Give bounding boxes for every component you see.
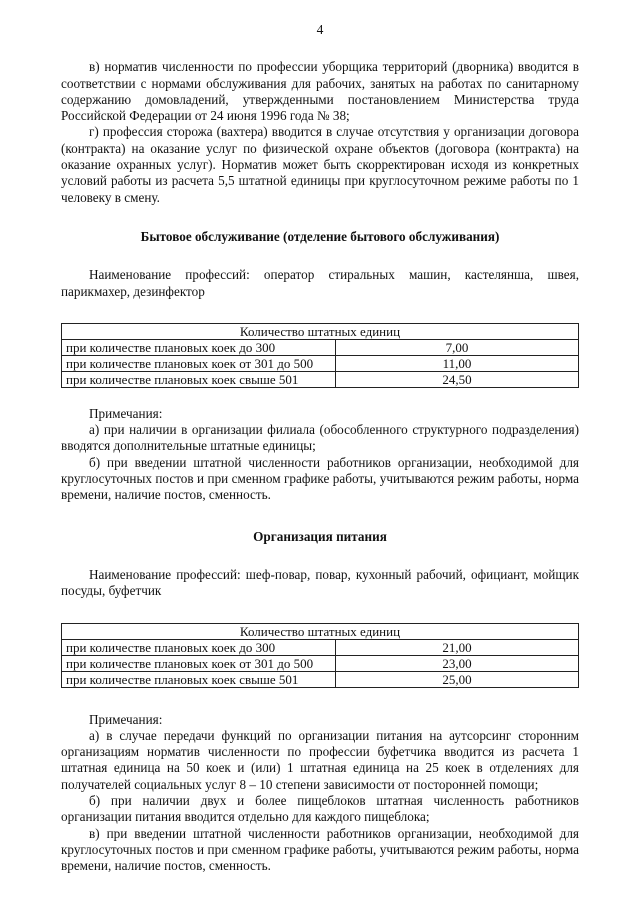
paragraph-item-g: г) профессия сторожа (вахтера) вводится в случае отсутствия у организации договора (контракта) на оказание услуг по физической охране объектов (договора (контракта) на оказание охранных услуг). Норматив может быть скорректирован исходя из конкретных условий работы из расчета 5,5 штатной единицы при круглосуточном режиме работы по 1 человеку в смену. <box>61 124 579 205</box>
table-row <box>62 371 579 387</box>
table-header-row <box>62 623 579 639</box>
row-value: 24,50 <box>336 371 579 387</box>
row-value: 21,00 <box>336 639 579 655</box>
row-label: при количестве плановых коек до 300 <box>62 639 336 655</box>
table-row <box>62 339 579 355</box>
table-row <box>62 671 579 687</box>
page-number: 4 <box>316 22 324 37</box>
row-label: при количестве плановых коек свыше 501 <box>62 371 336 387</box>
note-a-household: а) при наличии в организации филиала (обособленного структурного подразделения) вводятся дополнительные штатные единицы; <box>61 422 579 454</box>
row-label: при количестве плановых коек от 301 до 500 <box>62 655 336 671</box>
row-value: 23,00 <box>336 655 579 671</box>
row-label: при количестве плановых коек от 301 до 500 <box>62 355 336 371</box>
row-value: 25,00 <box>336 671 579 687</box>
table-header: Количество штатных единиц <box>62 323 579 339</box>
note-b-catering: б) при наличии двух и более пищеблоков штатная численность работников организации питания вводится отдельно для каждого пищеблока; <box>61 793 579 825</box>
section-heading-household: Бытовое обслуживание (отделение бытового обслуживания) <box>140 228 500 244</box>
notes-title-catering: Примечания: <box>89 711 163 727</box>
note-a-catering: а) в случае передачи функций по организации питания на аутсорсинг сторонним организациям норматив численности по профессии буфетчика вводится из расчета 1 штатная единица на 50 коек и (или) 1 штатная единица на 25 коек в отделениях для получателей социальных услуг 8 – 10 степени зависимости от посторонней помощи; <box>61 727 579 792</box>
paragraph-item-v: в) норматив численности по профессии уборщика территорий (дворника) вводится в соответствии с нормами обслуживания для рабочих, занятых на работах по санитарному содержанию домовладений, утвержденными постановлением Министерства труда Российской Федерации от 24 июня 1996 года № 38; <box>61 59 579 124</box>
row-label: при количестве плановых коек до 300 <box>62 339 336 355</box>
staff-table-household <box>61 323 579 388</box>
section-heading-catering: Организация питания <box>253 528 387 544</box>
table-row <box>62 355 579 371</box>
table-row <box>62 655 579 671</box>
notes-title-household: Примечания: <box>89 405 163 421</box>
note-v-catering: в) при введении штатной численности работников организации, необходимой для круглосуточных постов и при сменном графике работы, учитываются режим работы, норма времени, наличие постов, сменность. <box>61 825 579 874</box>
note-b-household: б) при введении штатной численности работников организации, необходимой для круглосуточных постов и при сменном графике работы, учитываются режим работы, норма времени, наличие постов, сменность. <box>61 454 579 503</box>
table-header: Количество штатных единиц <box>62 623 579 639</box>
row-value: 11,00 <box>336 355 579 371</box>
professions-catering: Наименование профессий: шеф-повар, повар, кухонный рабочий, официант, мойщик посуды, буфетчик <box>61 566 579 599</box>
staff-table-catering <box>61 623 579 688</box>
table-row <box>62 639 579 655</box>
row-label: при количестве плановых коек свыше 501 <box>62 671 336 687</box>
professions-household: Наименование профессий: оператор стиральных машин, кастелянша, швея, парикмахер, дезинфектор <box>61 267 579 299</box>
table-header-row <box>62 323 579 339</box>
row-value: 7,00 <box>336 339 579 355</box>
